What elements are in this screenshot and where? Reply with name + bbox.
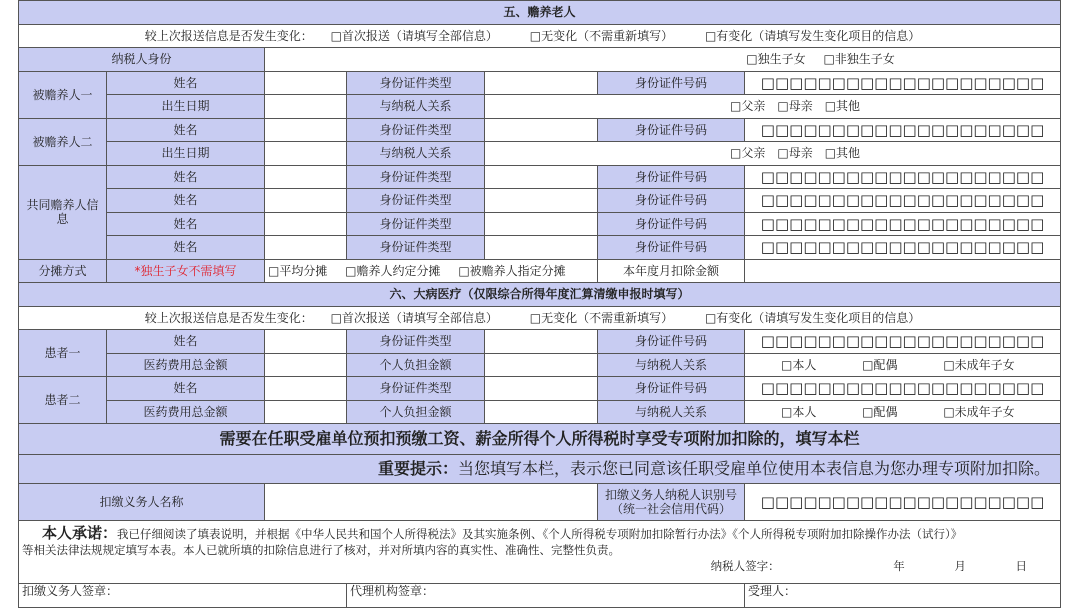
withholder-sign-cell [19, 584, 347, 608]
agency-sign-cell [347, 584, 745, 608]
name-field[interactable] [265, 118, 347, 142]
patient-relation-options [745, 400, 1061, 424]
id-number-boxes[interactable]: □□□□□□□□□□□□□□□□□□□□ [745, 330, 1061, 354]
important-tip-label: 重要提示： [378, 459, 459, 478]
receiver-cell [745, 584, 1061, 608]
name-label: 姓名 [107, 236, 265, 260]
name-field[interactable] [265, 330, 347, 354]
id-type-field[interactable] [485, 377, 598, 401]
no-change-checkbox[interactable]: □无变化（不需重新填写） [529, 28, 674, 43]
co-supporter-label: 共同赡养人信息 [19, 165, 107, 259]
agency-sign-label: 代理机构签章： [350, 584, 435, 598]
change-question: 较上次报送信息是否发生变化： [144, 310, 313, 325]
id-number-label: 身份证件号码 [598, 377, 745, 401]
birth-date-label: 出生日期 [107, 142, 265, 166]
first-report-checkbox[interactable]: □首次报送（请填写全部信息） [330, 310, 498, 325]
taxpayer-identity-options [265, 48, 1061, 72]
id-type-label: 身份证件类型 [347, 236, 485, 260]
section6-change-row [19, 306, 1061, 330]
section5-title: 五、赡养老人 [19, 1, 1061, 25]
name-field[interactable] [265, 236, 347, 260]
split-agreed-checkbox[interactable]: □赡养人约定分摊 [345, 263, 441, 278]
id-type-field[interactable] [485, 71, 598, 95]
id-type-label: 身份证件类型 [347, 118, 485, 142]
taxpayer-identity-label: 纳税人身份 [19, 48, 265, 72]
receiver-label: 受理人： [748, 584, 797, 598]
id-type-field[interactable] [485, 330, 598, 354]
id-number-label: 身份证件号码 [598, 236, 745, 260]
commitment-block [19, 521, 1061, 584]
id-type-field[interactable] [485, 212, 598, 236]
change-question: 较上次报送信息是否发生变化： [144, 28, 313, 43]
withholder-id-boxes[interactable]: □□□□□□□□□□□□□□□□□□□□ [745, 484, 1061, 521]
birth-date-field[interactable] [265, 142, 347, 166]
id-number-label: 身份证件号码 [598, 330, 745, 354]
year-label: 年 [893, 559, 905, 573]
name-field[interactable] [265, 165, 347, 189]
important-tip-text: 当您填写本栏，表示您已同意该任职受雇单位使用本表信息为您办理专项附加扣除。 [458, 459, 1051, 478]
rel-spouse-checkbox[interactable]: □配偶 [862, 404, 898, 419]
rel-spouse-checkbox[interactable]: □配偶 [862, 357, 898, 372]
non-only-child-checkbox[interactable]: □非独生子女 [823, 52, 895, 67]
split-options [265, 259, 598, 283]
important-tip-row [19, 455, 1061, 484]
split-designated-checkbox[interactable]: □被赡养人指定分摊 [458, 263, 566, 278]
id-type-field[interactable] [485, 165, 598, 189]
id-type-label: 身份证件类型 [347, 71, 485, 95]
rel-self-checkbox[interactable]: □本人 [781, 357, 817, 372]
withholder-id-label-line1: 扣缴义务人纳税人识别号 [604, 488, 737, 502]
rel-minor-child-checkbox[interactable]: □未成年子女 [943, 357, 1015, 372]
id-type-field[interactable] [485, 118, 598, 142]
commitment-text-line2: 等相关法律法规规定填写本表。本人已就所填的扣除信息进行了核对，并对所填内容的真实性、准确性、完整性负责。 [22, 543, 620, 557]
id-type-label: 身份证件类型 [347, 212, 485, 236]
rel-minor-child-checkbox[interactable]: □未成年子女 [943, 404, 1015, 419]
medical-total-field[interactable] [265, 353, 347, 377]
id-type-field[interactable] [485, 236, 598, 260]
patient1-label: 患者一 [19, 330, 107, 377]
withholder-id-label-line2: （统一社会信用代码） [610, 502, 731, 516]
only-child-checkbox[interactable]: □独生子女 [746, 52, 806, 67]
id-type-label: 身份证件类型 [347, 189, 485, 213]
relation-label: 与纳税人关系 [598, 400, 745, 424]
medical-total-label: 医药费用总金额 [107, 353, 265, 377]
deduction-form-table [18, 0, 1061, 608]
id-number-boxes[interactable]: □□□□□□□□□□□□□□□□□□□□ [745, 377, 1061, 401]
split-method-label: 分摊方式 [19, 259, 107, 283]
annual-monthly-deduction-label: 本年度月扣除金额 [598, 259, 745, 283]
id-number-boxes[interactable]: □□□□□□□□□□□□□□□□□□□□ [745, 189, 1061, 213]
id-number-label: 身份证件号码 [598, 212, 745, 236]
id-type-label: 身份证件类型 [347, 377, 485, 401]
id-type-label: 身份证件类型 [347, 330, 485, 354]
id-number-label: 身份证件号码 [598, 189, 745, 213]
name-label: 姓名 [107, 165, 265, 189]
id-number-boxes[interactable]: □□□□□□□□□□□□□□□□□□□□ [745, 165, 1061, 189]
self-pay-label: 个人负担金额 [347, 400, 485, 424]
id-type-label: 身份证件类型 [347, 165, 485, 189]
self-pay-label: 个人负担金额 [347, 353, 485, 377]
employer-section-heading: 需要在任职受雇单位预扣预缴工资、薪金所得个人所得税时享受专项附加扣除的，填写本栏 [19, 424, 1061, 455]
name-label: 姓名 [107, 377, 265, 401]
supported-person1-label: 被赡养人一 [19, 71, 107, 118]
relation-label: 与纳税人关系 [347, 95, 485, 119]
id-number-boxes[interactable]: □□□□□□□□□□□□□□□□□□□□ [745, 118, 1061, 142]
no-change-checkbox[interactable]: □无变化（不需重新填写） [529, 310, 674, 325]
name-field[interactable] [265, 189, 347, 213]
month-label: 月 [954, 559, 966, 573]
birth-date-label: 出生日期 [107, 95, 265, 119]
name-label: 姓名 [107, 212, 265, 236]
birth-date-field[interactable] [265, 95, 347, 119]
commitment-label: 本人承诺： [42, 524, 118, 542]
first-report-checkbox[interactable]: □首次报送（请填写全部信息） [330, 28, 498, 43]
relation-label: 与纳税人关系 [347, 142, 485, 166]
id-number-boxes[interactable]: □□□□□□□□□□□□□□□□□□□□ [745, 236, 1061, 260]
only-child-note: *独生子女不需填写 [107, 259, 265, 283]
id-type-field[interactable] [485, 189, 598, 213]
withholder-id-label [598, 484, 745, 521]
commitment-text-line1: 我已仔细阅读了填表说明，并根据《中华人民共和国个人所得税法》及其实施条例、《个人所得税专项附加扣除暂行办法》《个人所得税专项附加扣除操作办法（试行）》 [117, 527, 963, 541]
signature-label: 纳税人签字： [710, 559, 780, 573]
id-number-boxes[interactable]: □□□□□□□□□□□□□□□□□□□□ [745, 212, 1061, 236]
id-number-boxes[interactable]: □□□□□□□□□□□□□□□□□□□□ [745, 71, 1061, 95]
self-pay-field[interactable] [485, 400, 598, 424]
name-field[interactable] [265, 377, 347, 401]
relation-options[interactable]: □父亲 □母亲 □其他 [485, 142, 1061, 166]
name-field[interactable] [265, 71, 347, 95]
relation-label: 与纳税人关系 [598, 353, 745, 377]
withholder-name-label: 扣缴义务人名称 [19, 484, 265, 521]
changed-checkbox[interactable]: □有变化（请填写发生变化项目的信息） [704, 28, 921, 43]
section6-title: 六、大病医疗（仅限综合所得年度汇算清缴申报时填写） [19, 283, 1061, 307]
medical-total-label: 医药费用总金额 [107, 400, 265, 424]
day-label: 日 [1015, 559, 1028, 573]
id-number-label: 身份证件号码 [598, 71, 745, 95]
name-label: 姓名 [107, 330, 265, 354]
changed-checkbox[interactable]: □有变化（请填写发生变化项目的信息） [704, 310, 921, 325]
self-pay-field[interactable] [485, 353, 598, 377]
name-label: 姓名 [107, 189, 265, 213]
medical-total-field[interactable] [265, 400, 347, 424]
name-label: 姓名 [107, 71, 265, 95]
rel-self-checkbox[interactable]: □本人 [781, 404, 817, 419]
name-label: 姓名 [107, 118, 265, 142]
patient-relation-options [745, 353, 1061, 377]
name-field[interactable] [265, 212, 347, 236]
withholder-name-field[interactable] [265, 484, 598, 521]
relation-options[interactable]: □父亲 □母亲 □其他 [485, 95, 1061, 119]
annual-monthly-deduction-field[interactable] [745, 259, 1061, 283]
section5-change-row [19, 24, 1061, 48]
id-number-label: 身份证件号码 [598, 165, 745, 189]
supported-person2-label: 被赡养人二 [19, 118, 107, 165]
patient2-label: 患者二 [19, 377, 107, 424]
split-even-checkbox[interactable]: □平均分摊 [268, 263, 328, 278]
withholder-sign-label: 扣缴义务人签章： [22, 584, 119, 598]
id-number-label: 身份证件号码 [598, 118, 745, 142]
